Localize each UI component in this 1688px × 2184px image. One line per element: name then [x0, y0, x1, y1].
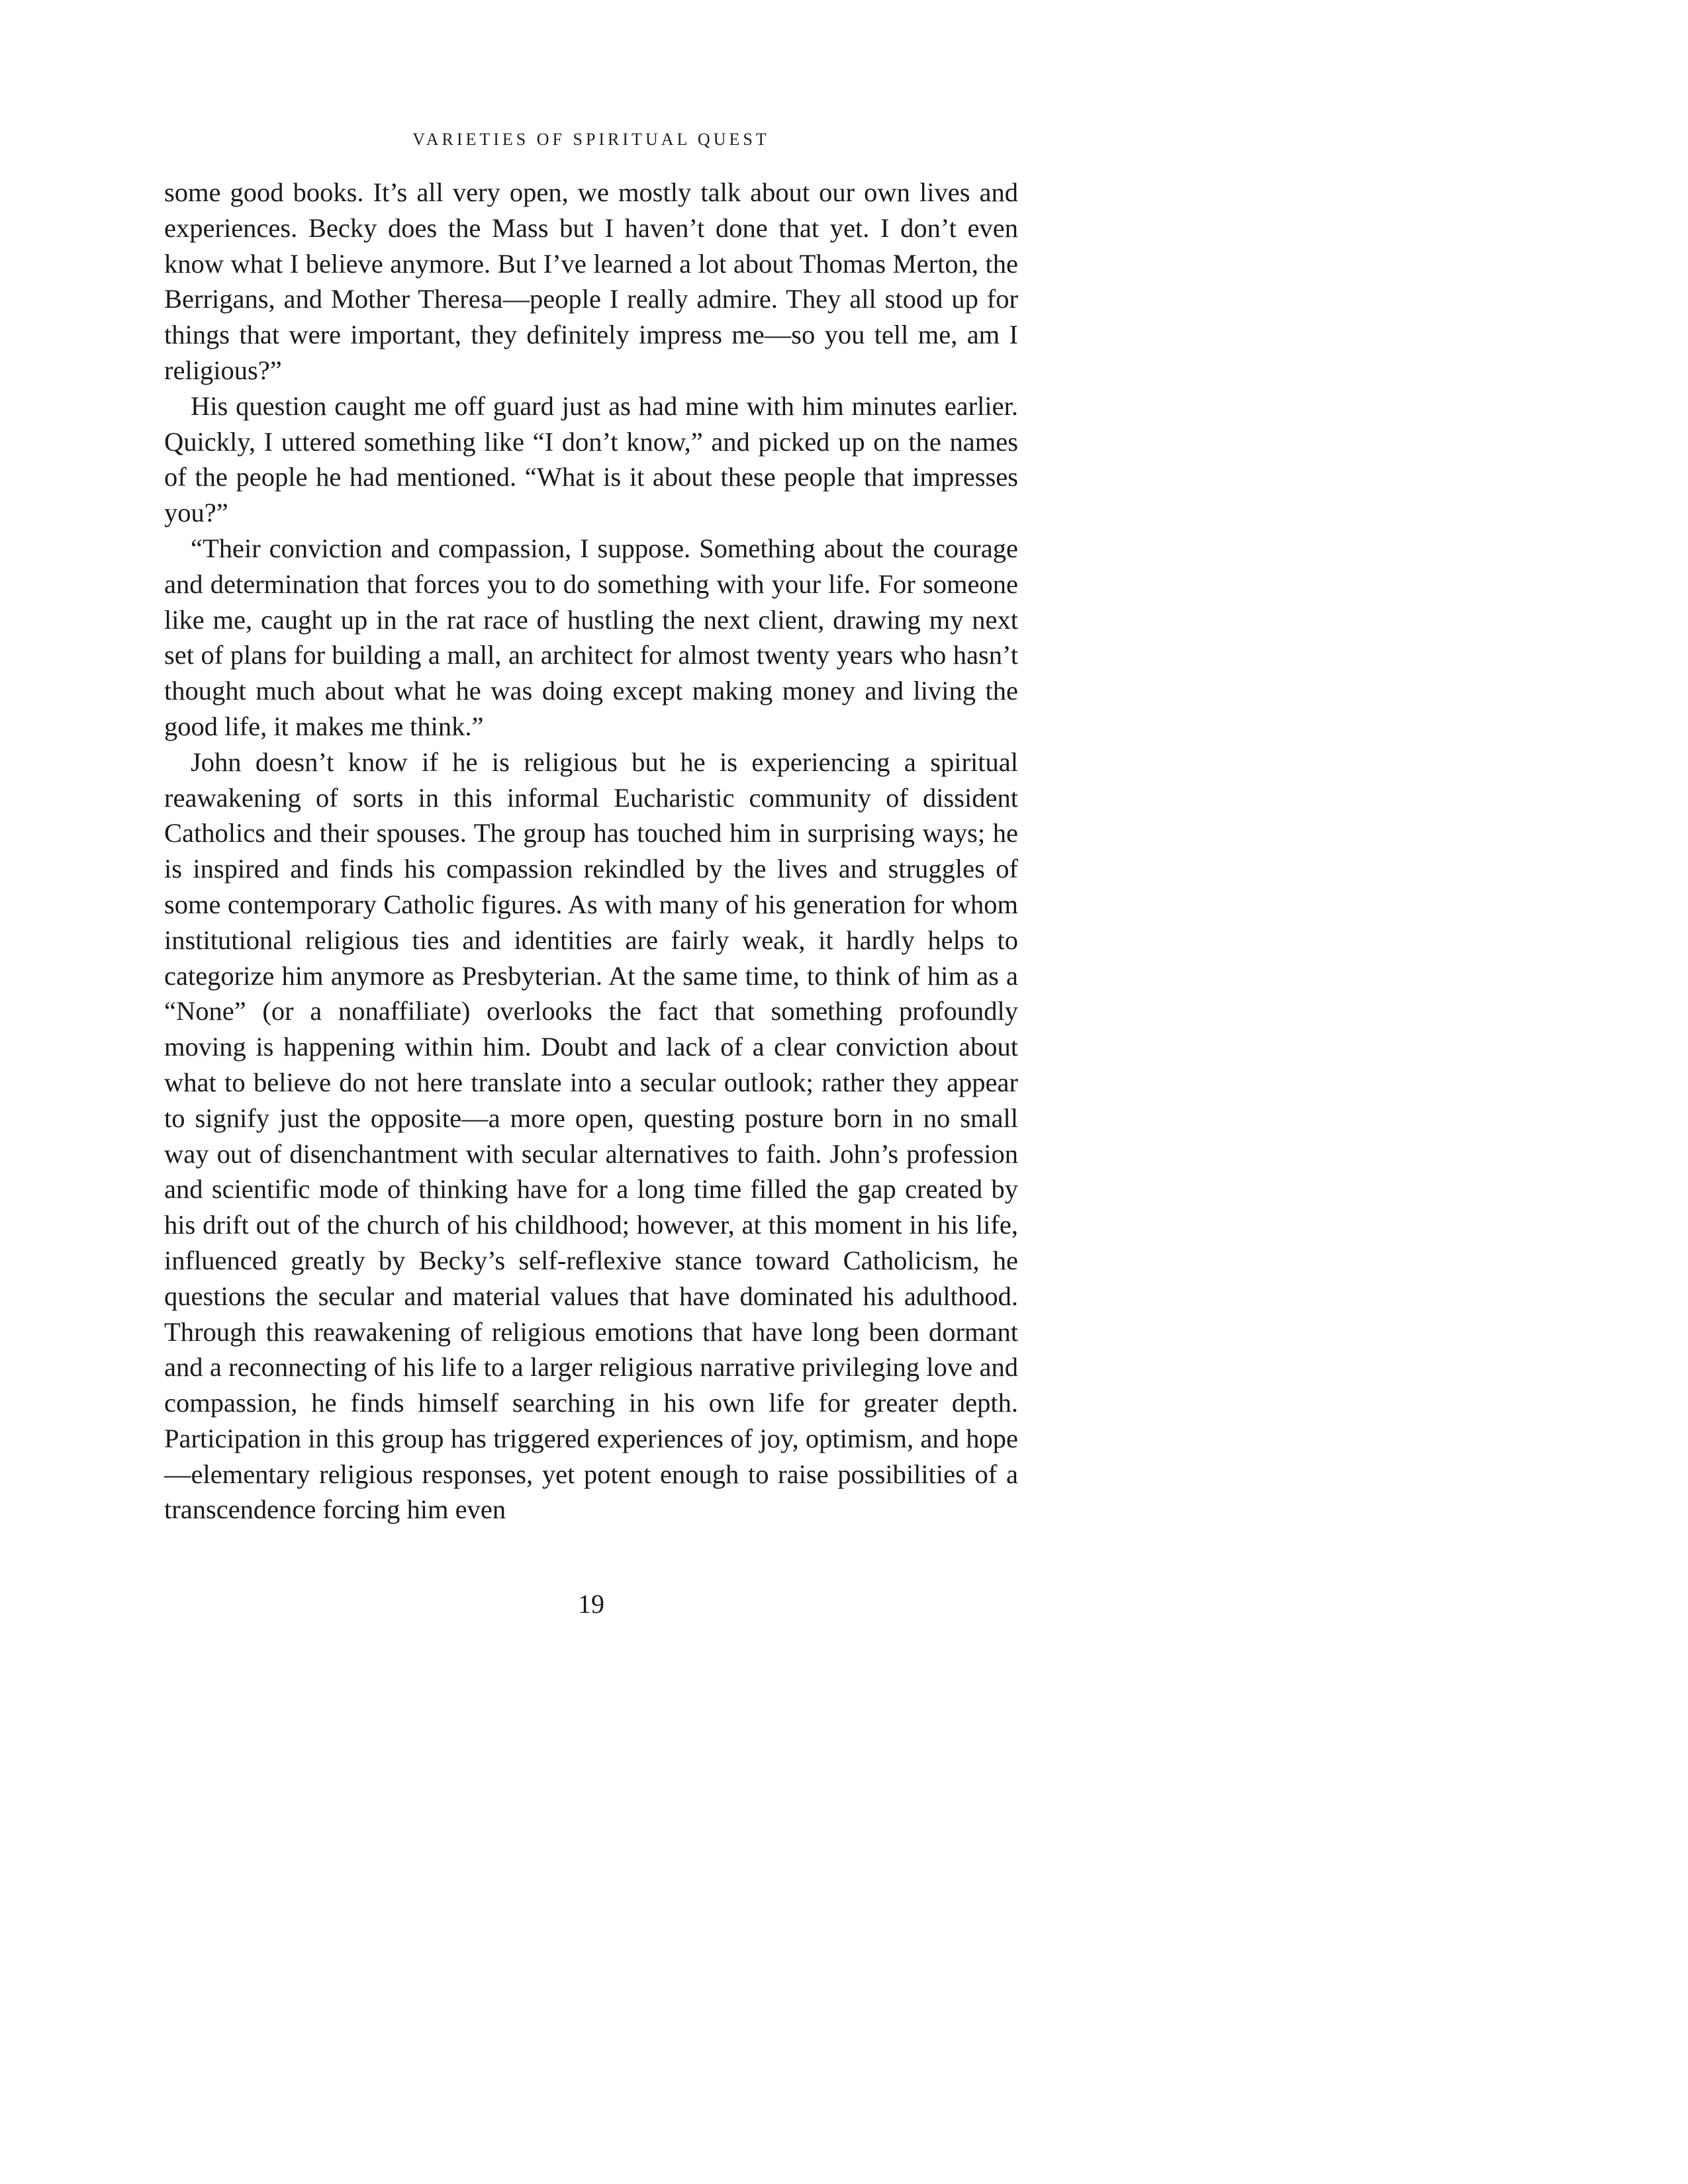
running-head: VARIETIES OF SPIRITUAL QUEST — [412, 130, 770, 149]
paragraph-reply: “Their conviction and compassion, I suppose. Something about the courage and determination that forces you to do something with your life. For someone like me, caught up in the rat race of hustling the next client, drawing my next set of plans for building a mall, an architect for almost twenty years who hasn’t thought much about what he was doing except making money and living the good life, it makes me think.” — [164, 533, 1018, 741]
page-number: 19 — [578, 1589, 604, 1619]
paragraph-analysis: John doesn’t know if he is religious but he is experiencing a spiritual reawakening of sorts in this informal Eucharistic community of dissident Catholics and their spouses. The group has touched him in surprising ways; he is inspired and finds his compassion rekindled by the lives and struggles of some contemporary Catholic figures. As with many of his generation for whom institutional religious ties and identities are fairly weak, it hardly helps to categorize him anymore as Presbyterian. At the same time, to think of him as a “None” (or a nonaffiliate) overlooks the fact that something profoundly moving is happening within him. Doubt and lack of a clear conviction about what to believe do not here translate into a secular outlook; rather they appear to signify just the opposite—a more open, questing posture born in no small way out of disenchantment with secular alternatives to faith. John’s profession and scientific mode of thinking have for a long time filled the gap created by his drift out of the church of his childhood; however, at this moment in his life, influenced greatly by Becky’s self-reflexive stance toward Catholicism, he questions the secular and material values that have dominated his adulthood. Through this reawakening of religious emotions that have long been dormant and a reconnecting of his life to a larger religious narrative privileging love and compassion, he finds himself searching in his own life for greater depth. Participation in this group has triggered experiences of joy, optimism, and hope—elementary religious responses, yet potent enough to raise possibilities of a transcendence forcing him even — [164, 747, 1018, 1525]
paragraph-question: His question caught me off guard just as had mine with him minutes earlier. Quickly, I uttered something like “I don’t know,” and picked up on the names of the people he had mentioned. “What is it about these people that impresses you?” — [164, 390, 1018, 528]
body-text — [164, 175, 1018, 1527]
paragraph-continuation: some good books. It’s all very open, we mostly talk about our own lives and experiences. Becky does the Mass but I haven’t done that yet. I don’t even know what I believe anymore. But I’ve learned a lot about Thomas Merton, the Berrigans, and Mother Theresa—people I really admire. They all stood up for things that were important, they definitely impress me—so you tell me, am I religious?” — [164, 177, 1018, 385]
